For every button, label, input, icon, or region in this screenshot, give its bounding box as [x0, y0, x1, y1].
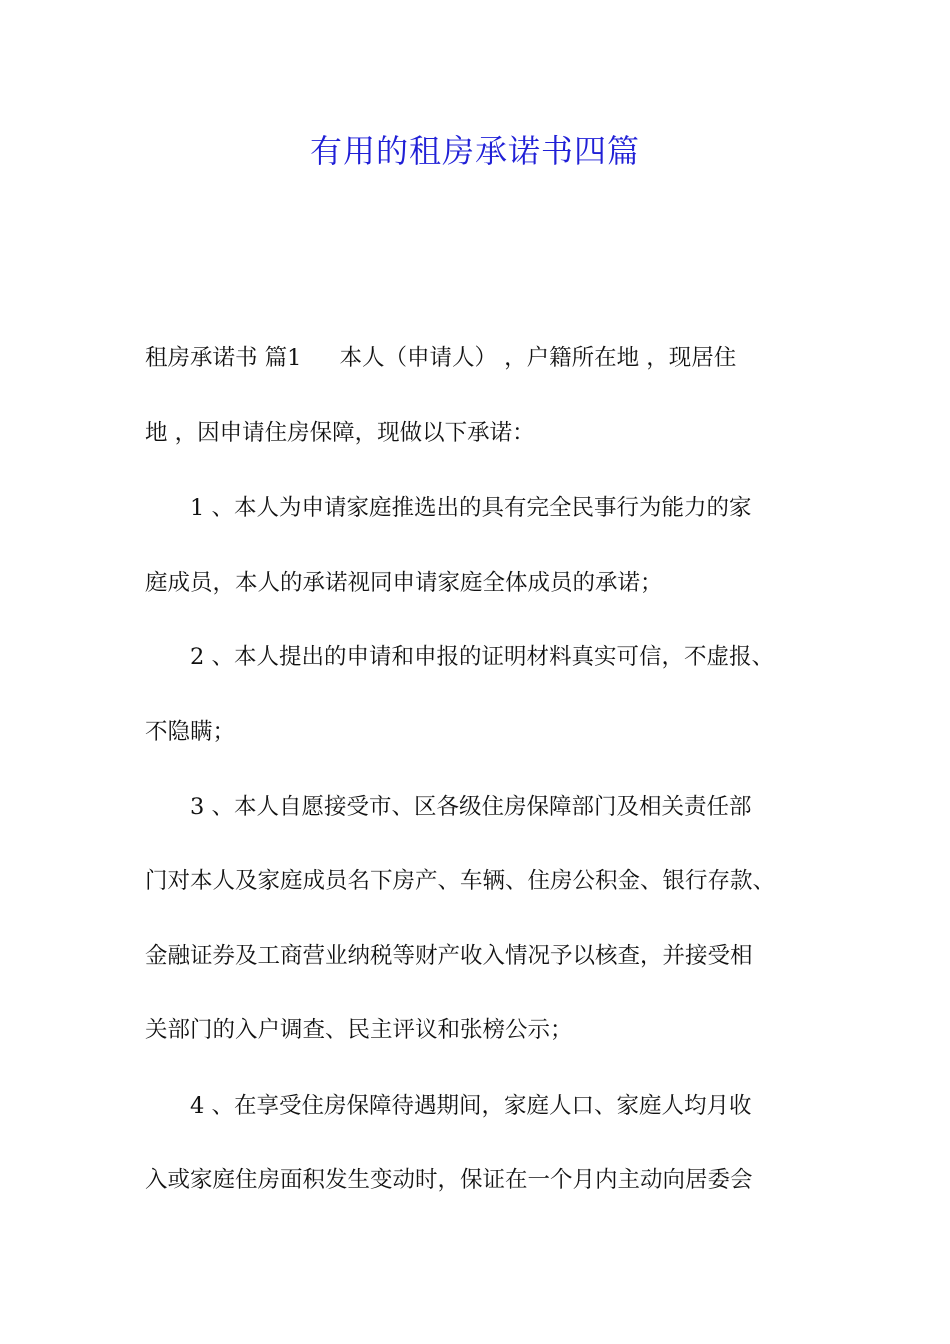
text-line-5: 2 、本人提出的申请和申报的证明材料真实可信，不虚报、 [190, 644, 774, 670]
text-line-4: 庭成员，本人的承诺视同申请家庭全体成员的承诺； [145, 570, 663, 596]
document-title: 有用的租房承诺书四篇 [309, 132, 640, 170]
text-line-2: 地 ，因申请住房保障，现做以下承诺： [145, 420, 535, 446]
paragraph-text: 本人（申请人） ，户籍所在地 ，现居住 [339, 345, 737, 371]
text-line-12: 入或家庭住房面积发生变动时，保证在一个月内主动向居委会 [145, 1167, 753, 1193]
text-line-7: 3 、本人自愿接受市、区各级住房保障部门及相关责任部 [190, 794, 752, 820]
text-line-3: 1 、本人为申请家庭推选出的具有完全民事行为能力的家 [190, 495, 752, 521]
text-line-6: 不隐瞒； [145, 719, 236, 745]
text-line-10: 关部门的入户调查、民主评议和张榜公示； [145, 1017, 573, 1043]
text-line-9: 金融证券及工商营业纳税等财产收入情况予以核查，并接受相 [145, 943, 753, 969]
text-line-1 [145, 338, 825, 378]
text-line-11: 4 、在享受住房保障待遇期间，家庭人口、家庭人均月收 [190, 1093, 752, 1119]
text-line-8: 门对本人及家庭成员名下房产、车辆、住房公积金、银行存款、 [145, 868, 776, 894]
section-heading: 租房承诺书 篇1 [145, 345, 302, 371]
